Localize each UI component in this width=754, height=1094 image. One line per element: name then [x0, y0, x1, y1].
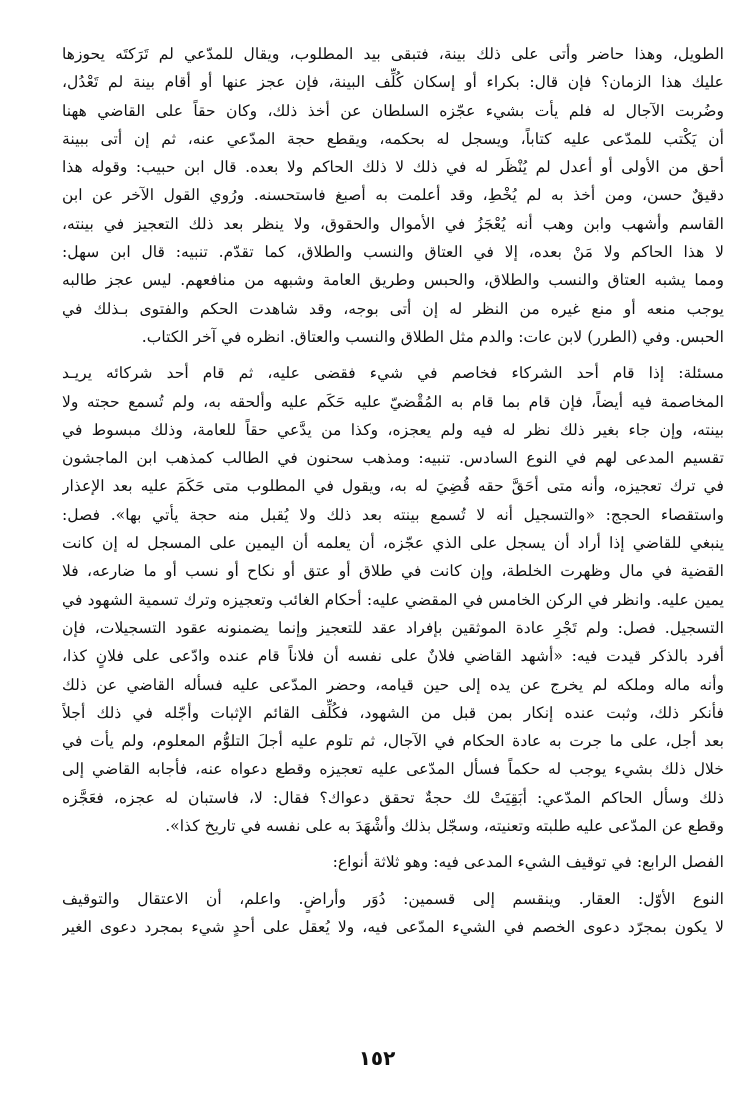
text-line: دقيقٌ حسن، ومن أخذ به لم يُخْطِ، وقد أعلمت به أصبغ فاستحسنه. ورُوي القول الآخر عن ابن [62, 186, 724, 205]
text-line: لا يكون بمجرّد دعوى الخصم في الشيء المدّعى فيه، ولا يُعقل على أحدٍ شيء بمجرد دعوى الغير [62, 917, 724, 936]
text-line: بعد أجل، على ما جرت به عادة الحكام في الآجال، ثم تلوم عليه أجلَ التلوُّم المعلوم، ولم يأت في [62, 732, 724, 751]
text-line: بينته، وإن جاء بغير ذلك نظر له فيه ولم يعجزه، وكذا من يدَّعي حقاً للعامة، وذلك مبسوط في [62, 420, 724, 439]
text-line: أن يَكْتب للمدّعى عليه كتاباً، ويسجل له بحكمه، ويقطع حجة المدّعي عنه، ثم إن أتى ببينة [62, 129, 724, 148]
text-line: الحبس. وفي (الطرر) لابن عات: والدم مثل الطلاق والنسب والعتاق. انظره في آخر الكتاب. [141, 327, 724, 346]
text-line: المخاصمة فيه أيضاً، فإن قام بما قام به المُقْضيّ عليه حَكَم عليه وألحقه به، ولم تُسمع حجته ولا [62, 392, 724, 411]
text-line: التسجيل. فصل: ولم تَجْرِ عادة الموثقين بإفراد عقد للتعجيز وإنما يضمنونه عقود التسجيلات، فإن [62, 618, 724, 637]
text-line: عليك هذا الزمان؟ فإن قال: بكراء أو إسكان كُلِّف البينة، فإن عجز عنها أو أقام بينة لم تَعْدُل، [62, 73, 724, 92]
text-line: تقسيم المدعى لهم في النوع السادس. تنبيه: ومذهب سحنون في الطالب كمذهب ابن الماجشون [62, 449, 724, 468]
paragraph-2 [62, 359, 724, 840]
text-line: القاسم وأشهب وابن وهب أنه يُعْجَزُ في الأموال والحقوق، ولا ينظر بعد ذلك التعجيز في بينته، [62, 214, 724, 233]
section-heading [62, 848, 724, 876]
text-line: في ترك تعجيزه، وأنه متى أحَقَّ حقه قُضِيَ له به، ويقول في المطلوب متى حَكَمَ عليه بعد الإعذار [62, 477, 724, 496]
text-line: يوجب منعه أو منع غيره من النظر له إن أتى بوجه، وقد شاهدت الحكم والفتوى بـذلك في [62, 299, 724, 318]
text-line: خلال ذلك بشيء يوجب له حكماً فسأل المدّعى عليه تعجيزه وقطع دعواه عنه، فأجابه القاضي إلى [62, 760, 724, 779]
body-text [62, 40, 724, 941]
text-line: القضية في مال وظهرت الخلطة، وإن كانت في طلاق أو عتق أو نكاح أو نسب أو ما ضارعه، فلا [62, 562, 724, 581]
text-line: ذلك وسأل الحاكم المدّعي: أبَقِيَتْ لك حجةٌ تحقق دعواك؟ فقال: لا، فاستبان له عجزه، فعَجَّزه [62, 788, 724, 807]
paragraph-1 [62, 40, 724, 351]
text-line: لا هذا الحاكم ولا مَنْ بعده، إلا في العتاق والنسب والطلاق، كما تقدّم. تنبيه: قال ابن سهل: [62, 243, 724, 262]
text-line: وضُربت الآجال له فلم يأت بشيء عجّزه السلطان عن أخذ ذلك، وكان حقاً على القاضي ههنا [62, 101, 724, 120]
text-line: ومما يشبه العتاق والنسب والطلاق، والحبس وطريق العامة وشبهه من منافعهم. ليس عجز طالبه [62, 271, 724, 290]
text-line: الفصل الرابع: في توقيف الشيء المدعى فيه: وهو ثلاثة أنواع: [332, 853, 724, 872]
page-number: ١٥٢ [358, 1046, 396, 1070]
text-line: الطويل، وهذا حاضر وأتى على ذلك بينة، فتبقى بيد المطلوب، ويقال للمدّعي لم تَرَكتَه يحوزها [62, 45, 724, 63]
text-line: واستقصاء الحجج: «والتسجيل أنه لا تُسمع بينته بعد ذلك ولا يُقبل منه حجة يأتي بها». فصل: [62, 505, 724, 524]
text-line: النوع الأوّل: العقار. وينقسم إلى قسمين: دُوَر وأراضٍ. واعلم، أن الاعتقال والتوقيف [62, 889, 724, 908]
paragraph-4 [62, 885, 724, 942]
text-line: أحق من الأولى أو أعدل لم يُنْظَر له في ذلك لا ذلك الحاكم ولا بعده. قال ابن حبيب: وقوله هذا [62, 158, 724, 177]
text-line: فأنكر ذلك، وثبت عنده إنكار بمن قبل من الشهود، فكُلِّف القائم الإثبات وأجّله في ذلك أجلاً [62, 703, 724, 722]
text-line: ينبغي للقاضي إذا أراد أن يسجل على الذي عجّزه، أن يعلمه أن اليمين على المسجل له إن كانت [62, 534, 724, 553]
text-line: وأنه ماله وملكه لم يخرج عن يده إلى حين قيامه، وحضر المدّعى عليه فسأله القاضي عن ذلك [62, 675, 724, 694]
text-line: أفرد بالذكر قيدت فيه: «أشهد القاضي فلانٌ على نفسه أن فلاناً قام عنده وادّعى على فلانٍ كذا، [62, 647, 724, 666]
text-line: وقطع عن المدّعى عليه طلبته وتعنيته، وسجّل بذلك وأشْهَدَ به على نفسه في تاريخ كذا». [165, 817, 724, 836]
text-line: مسئلة: إذا قام أحد الشركاء فخاصم في شيء فقضى عليه، ثم قام أحد شركائه يريـد [62, 364, 724, 383]
text-line: يمين عليه. وانظر في الركن الخامس في المقضي عليه: أحكام الغائب وتعجيزه وترك تسمية الشهود في [62, 590, 724, 609]
